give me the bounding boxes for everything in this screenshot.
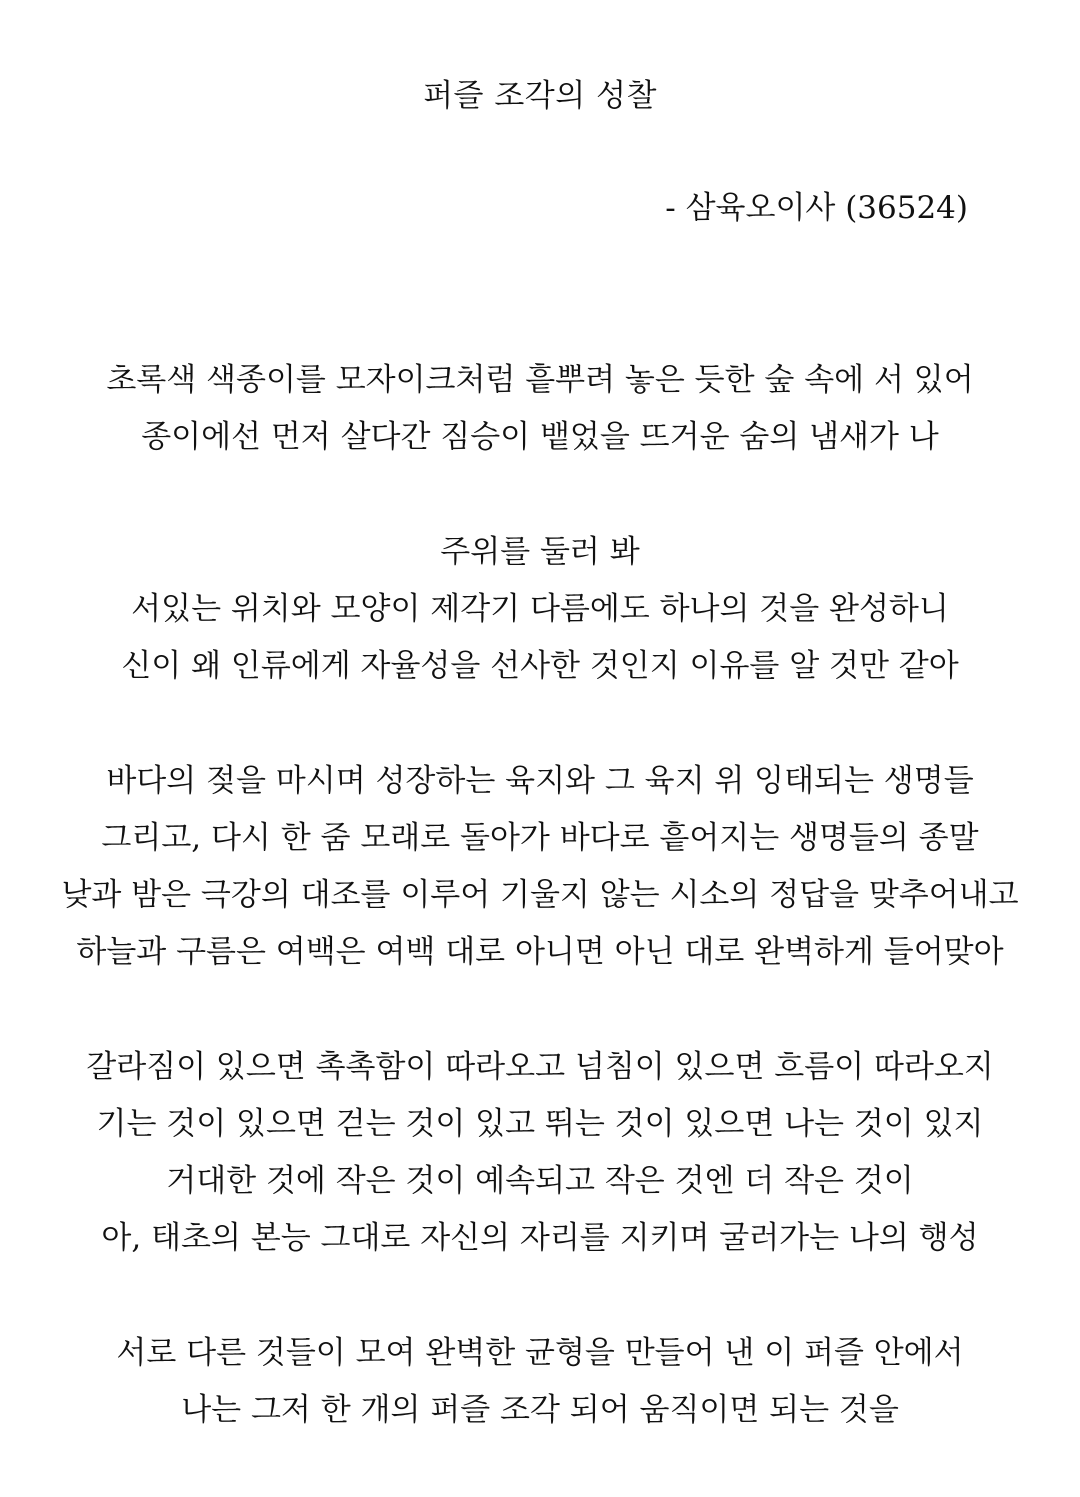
poem-line: 아, 태초의 본능 그대로 자신의 자리를 지키며 굴러가는 나의 행성 <box>101 1220 979 1256</box>
poem-line: 거대한 것에 작은 것이 예속되고 작은 것엔 더 작은 것이 <box>166 1163 914 1199</box>
poem-line: 주위를 둘러 봐 <box>440 534 640 570</box>
poem-line: 종이에선 먼저 살다간 짐승이 뱉었을 뜨거운 숨의 냄새가 나 <box>141 419 939 455</box>
poem-line: 하늘과 구름은 여백은 여백 대로 아니면 아닌 대로 완벽하게 들어맞아 <box>76 934 1004 970</box>
poem-title: 퍼즐 조각의 성찰 <box>423 78 657 114</box>
poem-line: 나는 그저 한 개의 퍼즐 조각 되어 움직이면 되는 것을 <box>181 1392 899 1428</box>
poem-line: 서있는 위치와 모양이 제각기 다름에도 하나의 것을 완성하니 <box>131 591 949 627</box>
stanza <box>0 753 1080 981</box>
stanza <box>0 352 1080 466</box>
poem-body <box>0 352 1080 1497</box>
poem-line: 낮과 밤은 극강의 대조를 이루어 기울지 않는 시소의 정답을 맞추어내고 <box>61 877 1019 913</box>
stanza <box>0 524 1080 695</box>
poem-line: 초록색 색종이를 모자이크처럼 흩뿌려 놓은 듯한 숲 속에 서 있어 <box>106 362 974 398</box>
poem-author: - 삼육오이사 (36524) <box>665 190 968 226</box>
poem-line: 신이 왜 인류에게 자율성을 선사한 것인지 이유를 알 것만 같아 <box>121 648 959 684</box>
poem-line: 서로 다른 것들이 모여 완벽한 균형을 만들어 낸 이 퍼즐 안에서 <box>116 1335 964 1371</box>
poem-line: 기는 것이 있으면 걷는 것이 있고 뛰는 것이 있으면 나는 것이 있지 <box>96 1106 984 1142</box>
poem-line: 바다의 젖을 마시며 성장하는 육지와 그 육지 위 잉태되는 생명들 <box>106 763 974 799</box>
stanza <box>0 1039 1080 1267</box>
poem-line: 그리고, 다시 한 줌 모래로 돌아가 바다로 흩어지는 생명들의 종말 <box>101 820 979 856</box>
stanza <box>0 1325 1080 1439</box>
poem-line: 갈라짐이 있으면 촉촉함이 따라오고 넘침이 있으면 흐름이 따라오지 <box>86 1049 994 1085</box>
